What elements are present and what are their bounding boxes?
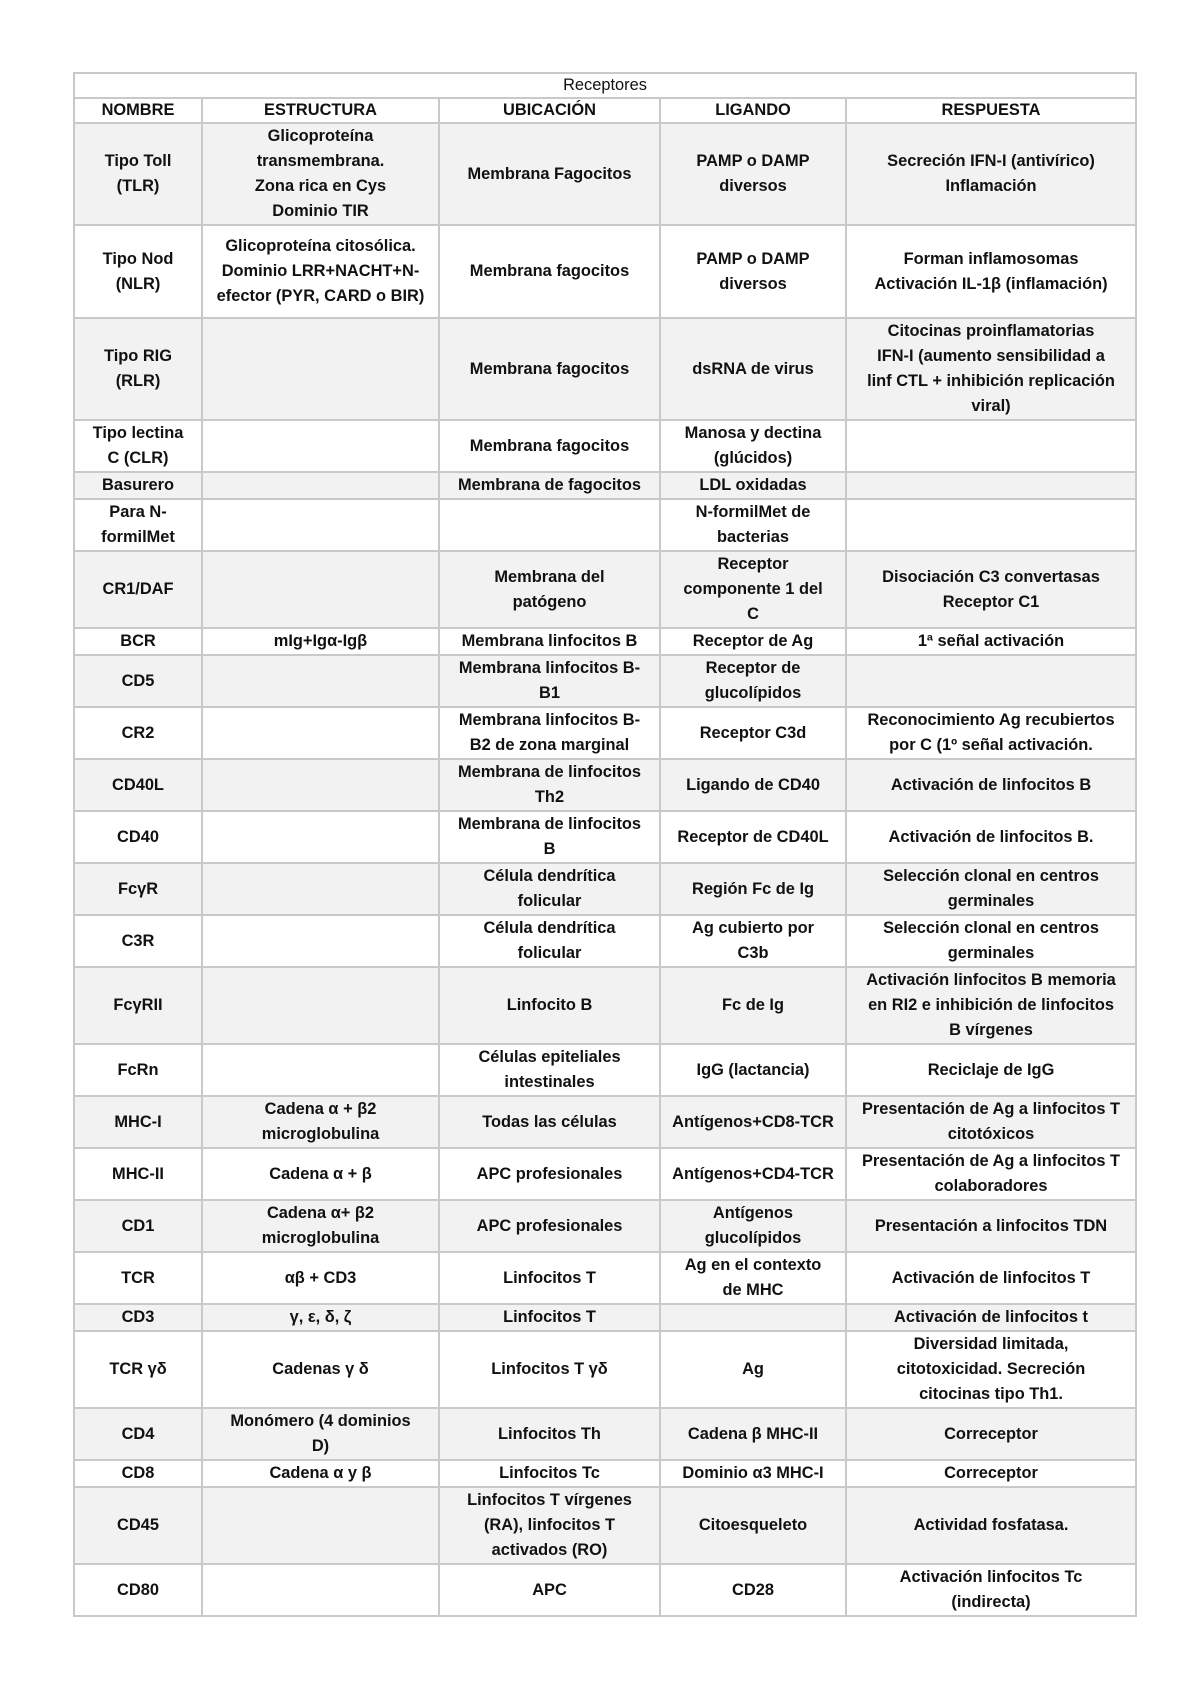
table-cell-ligando: Receptor de glucolípidos [660, 655, 846, 707]
table-body [74, 123, 1136, 1616]
table-title-row [74, 73, 1136, 98]
table-cell-ligando: Receptor de Ag [660, 628, 846, 655]
table-cell-nombre: Tipo Toll (TLR) [74, 123, 202, 225]
table-cell-ubicacion: APC profesionales [439, 1200, 660, 1252]
column-header-respuesta: RESPUESTA [846, 98, 1136, 123]
table-cell-estructura [202, 759, 439, 811]
table-cell-nombre: CD80 [74, 1564, 202, 1616]
table-row [74, 1044, 1136, 1096]
table-row [74, 551, 1136, 628]
table-row [74, 811, 1136, 863]
table-cell-nombre: FcRn [74, 1044, 202, 1096]
table-cell-estructura: Monómero (4 dominios D) [202, 1408, 439, 1460]
table-cell-ligando: Dominio α3 MHC-I [660, 1460, 846, 1487]
table-cell-ligando: IgG (lactancia) [660, 1044, 846, 1096]
table-cell-ubicacion: Membrana linfocitos B- B2 de zona marginal [439, 707, 660, 759]
table-cell-estructura [202, 551, 439, 628]
table-cell-ubicacion: Célula dendrítica folicular [439, 915, 660, 967]
column-header-estructura: ESTRUCTURA [202, 98, 439, 123]
table-cell-ubicacion: Linfocito B [439, 967, 660, 1044]
table-cell-respuesta [846, 472, 1136, 499]
table-cell-nombre: BCR [74, 628, 202, 655]
table-row [74, 1408, 1136, 1460]
table-cell-respuesta: Activación linfocitos Tc (indirecta) [846, 1564, 1136, 1616]
table-cell-ligando [660, 1304, 846, 1331]
table-cell-ubicacion: APC profesionales [439, 1148, 660, 1200]
table-cell-estructura: Cadena α + β [202, 1148, 439, 1200]
table-row [74, 967, 1136, 1044]
table-cell-respuesta [846, 420, 1136, 472]
table-cell-nombre: C3R [74, 915, 202, 967]
table-cell-ubicacion: Linfocitos T γδ [439, 1331, 660, 1408]
table-cell-ubicacion: Membrana de linfocitos B [439, 811, 660, 863]
table-cell-estructura: Cadenas γ δ [202, 1331, 439, 1408]
table-cell-respuesta: Activación de linfocitos B. [846, 811, 1136, 863]
document-page [73, 72, 1135, 1617]
receptors-table [73, 72, 1137, 1617]
table-cell-estructura: Glicoproteína transmembrana. Zona rica en Cys Dominio TIR [202, 123, 439, 225]
table-cell-ubicacion: Membrana de fagocitos [439, 472, 660, 499]
table-cell-ubicacion: Membrana fagocitos [439, 318, 660, 420]
table-cell-ligando: Ligando de CD40 [660, 759, 846, 811]
table-cell-respuesta: Activación de linfocitos T [846, 1252, 1136, 1304]
table-cell-nombre: Tipo lectina C (CLR) [74, 420, 202, 472]
table-cell-nombre: Basurero [74, 472, 202, 499]
table-cell-ligando: CD28 [660, 1564, 846, 1616]
table-cell-ligando: Ag en el contexto de MHC [660, 1252, 846, 1304]
table-cell-respuesta: Actividad fosfatasa. [846, 1487, 1136, 1564]
table-row [74, 1487, 1136, 1564]
table-cell-respuesta: Forman inflamosomas Activación IL-1β (inflamación) [846, 225, 1136, 318]
table-cell-nombre: CD3 [74, 1304, 202, 1331]
table-cell-ligando: Citoesqueleto [660, 1487, 846, 1564]
table-cell-ubicacion: Linfocitos T [439, 1304, 660, 1331]
table-row [74, 1304, 1136, 1331]
table-cell-respuesta: Diversidad limitada, citotoxicidad. Secreción citocinas tipo Th1. [846, 1331, 1136, 1408]
table-cell-ligando: PAMP o DAMP diversos [660, 225, 846, 318]
table-title: Receptores [74, 73, 1136, 98]
table-cell-ligando: LDL oxidadas [660, 472, 846, 499]
table-cell-respuesta: Presentación de Ag a linfocitos T colaboradores [846, 1148, 1136, 1200]
table-cell-estructura [202, 1564, 439, 1616]
table-cell-respuesta: Disociación C3 convertasas Receptor C1 [846, 551, 1136, 628]
table-row [74, 499, 1136, 551]
table-cell-ligando: Cadena β MHC-II [660, 1408, 846, 1460]
table-cell-estructura [202, 967, 439, 1044]
table-cell-estructura: mIg+Igα-Igβ [202, 628, 439, 655]
table-cell-respuesta: Activación linfocitos B memoria en RI2 e inhibición de linfocitos B vírgenes [846, 967, 1136, 1044]
table-cell-ligando: PAMP o DAMP diversos [660, 123, 846, 225]
table-cell-estructura [202, 472, 439, 499]
table-cell-estructura [202, 420, 439, 472]
table-cell-respuesta: Presentación de Ag a linfocitos T citotóxicos [846, 1096, 1136, 1148]
table-header-row [74, 98, 1136, 123]
table-cell-respuesta: 1ª señal activación [846, 628, 1136, 655]
table-cell-ubicacion: Membrana fagocitos [439, 420, 660, 472]
table-row [74, 123, 1136, 225]
table-cell-ubicacion: Membrana Fagocitos [439, 123, 660, 225]
table-cell-ligando: Ag [660, 1331, 846, 1408]
table-cell-ligando: Manosa y dectina (glúcidos) [660, 420, 846, 472]
table-cell-respuesta: Secreción IFN-I (antivírico) Inflamación [846, 123, 1136, 225]
table-row [74, 655, 1136, 707]
table-cell-respuesta [846, 499, 1136, 551]
table-cell-nombre: MHC-II [74, 1148, 202, 1200]
table-cell-estructura [202, 499, 439, 551]
table-cell-respuesta: Activación de linfocitos t [846, 1304, 1136, 1331]
table-cell-ligando: Receptor C3d [660, 707, 846, 759]
table-cell-estructura [202, 1044, 439, 1096]
table-cell-estructura [202, 1487, 439, 1564]
table-row [74, 1096, 1136, 1148]
table-cell-respuesta: Reciclaje de IgG [846, 1044, 1136, 1096]
table-cell-nombre: CR1/DAF [74, 551, 202, 628]
table-cell-estructura [202, 655, 439, 707]
table-cell-ubicacion: APC [439, 1564, 660, 1616]
table-cell-ligando: Fc de Ig [660, 967, 846, 1044]
column-header-ligando: LIGANDO [660, 98, 846, 123]
table-row [74, 1564, 1136, 1616]
table-row [74, 1331, 1136, 1408]
table-cell-estructura: γ, ε, δ, ζ [202, 1304, 439, 1331]
table-cell-ligando: Ag cubierto por C3b [660, 915, 846, 967]
table-cell-ubicacion: Células epiteliales intestinales [439, 1044, 660, 1096]
table-cell-ligando: Antígenos+CD8-TCR [660, 1096, 846, 1148]
table-cell-ligando: Antígenos glucolípidos [660, 1200, 846, 1252]
table-cell-ubicacion: Membrana linfocitos B [439, 628, 660, 655]
table-cell-estructura [202, 707, 439, 759]
table-cell-estructura [202, 915, 439, 967]
table-cell-respuesta: Selección clonal en centros germinales [846, 915, 1136, 967]
table-row [74, 1148, 1136, 1200]
column-header-ubicacion: UBICACIÓN [439, 98, 660, 123]
table-row [74, 1200, 1136, 1252]
table-cell-estructura: Cadena α+ β2 microglobulina [202, 1200, 439, 1252]
table-cell-nombre: TCR γδ [74, 1331, 202, 1408]
table-cell-nombre: CD4 [74, 1408, 202, 1460]
table-cell-nombre: Para N- formilMet [74, 499, 202, 551]
table-cell-respuesta: Presentación a linfocitos TDN [846, 1200, 1136, 1252]
table-cell-ubicacion: Membrana del patógeno [439, 551, 660, 628]
table-cell-ligando: dsRNA de virus [660, 318, 846, 420]
table-cell-ligando: Región Fc de Ig [660, 863, 846, 915]
table-row [74, 1252, 1136, 1304]
table-cell-nombre: FcγR [74, 863, 202, 915]
table-row [74, 318, 1136, 420]
table-cell-estructura: Cadena α + β2 microglobulina [202, 1096, 439, 1148]
table-cell-nombre: Tipo RIG (RLR) [74, 318, 202, 420]
column-header-nombre: NOMBRE [74, 98, 202, 123]
table-cell-ligando: N-formilMet de bacterias [660, 499, 846, 551]
table-cell-nombre: CD8 [74, 1460, 202, 1487]
table-cell-estructura [202, 863, 439, 915]
table-cell-ubicacion: Membrana de linfocitos Th2 [439, 759, 660, 811]
table-cell-respuesta: Activación de linfocitos B [846, 759, 1136, 811]
table-cell-ubicacion [439, 499, 660, 551]
table-cell-nombre: MHC-I [74, 1096, 202, 1148]
table-cell-ubicacion: Membrana fagocitos [439, 225, 660, 318]
table-cell-nombre: CR2 [74, 707, 202, 759]
table-cell-estructura: αβ + CD3 [202, 1252, 439, 1304]
table-cell-respuesta: Selección clonal en centros germinales [846, 863, 1136, 915]
table-row [74, 1460, 1136, 1487]
table-cell-nombre: CD40L [74, 759, 202, 811]
table-cell-estructura [202, 318, 439, 420]
table-cell-respuesta: Reconocimiento Ag recubiertos por C (1º señal activación. [846, 707, 1136, 759]
table-cell-ubicacion: Linfocitos Tc [439, 1460, 660, 1487]
table-cell-nombre: Tipo Nod (NLR) [74, 225, 202, 318]
table-row [74, 628, 1136, 655]
table-row [74, 225, 1136, 318]
table-row [74, 915, 1136, 967]
table-row [74, 472, 1136, 499]
table-cell-estructura: Glicoproteína citosólica. Dominio LRR+NACHT+N- efector (PYR, CARD o BIR) [202, 225, 439, 318]
table-cell-ligando: Receptor componente 1 del C [660, 551, 846, 628]
table-cell-estructura: Cadena α y β [202, 1460, 439, 1487]
table-row [74, 759, 1136, 811]
table-cell-ubicacion: Linfocitos T [439, 1252, 660, 1304]
table-row [74, 863, 1136, 915]
table-cell-nombre: CD40 [74, 811, 202, 863]
table-cell-nombre: CD45 [74, 1487, 202, 1564]
table-cell-respuesta [846, 655, 1136, 707]
table-cell-ubicacion: Linfocitos T vírgenes (RA), linfocitos T activados (RO) [439, 1487, 660, 1564]
table-cell-ubicacion: Linfocitos Th [439, 1408, 660, 1460]
table-cell-respuesta: Citocinas proinflamatorias IFN-I (aumento sensibilidad a linf CTL + inhibición replicación viral) [846, 318, 1136, 420]
table-cell-nombre: TCR [74, 1252, 202, 1304]
table-cell-nombre: CD1 [74, 1200, 202, 1252]
table-cell-nombre: FcγRII [74, 967, 202, 1044]
table-cell-ubicacion: Membrana linfocitos B- B1 [439, 655, 660, 707]
table-cell-respuesta: Correceptor [846, 1460, 1136, 1487]
table-row [74, 420, 1136, 472]
table-cell-respuesta: Correceptor [846, 1408, 1136, 1460]
table-row [74, 707, 1136, 759]
table-cell-estructura [202, 811, 439, 863]
table-cell-ubicacion: Todas las células [439, 1096, 660, 1148]
table-cell-ubicacion: Célula dendrítica folicular [439, 863, 660, 915]
table-cell-ligando: Receptor de CD40L [660, 811, 846, 863]
table-cell-ligando: Antígenos+CD4-TCR [660, 1148, 846, 1200]
table-cell-nombre: CD5 [74, 655, 202, 707]
